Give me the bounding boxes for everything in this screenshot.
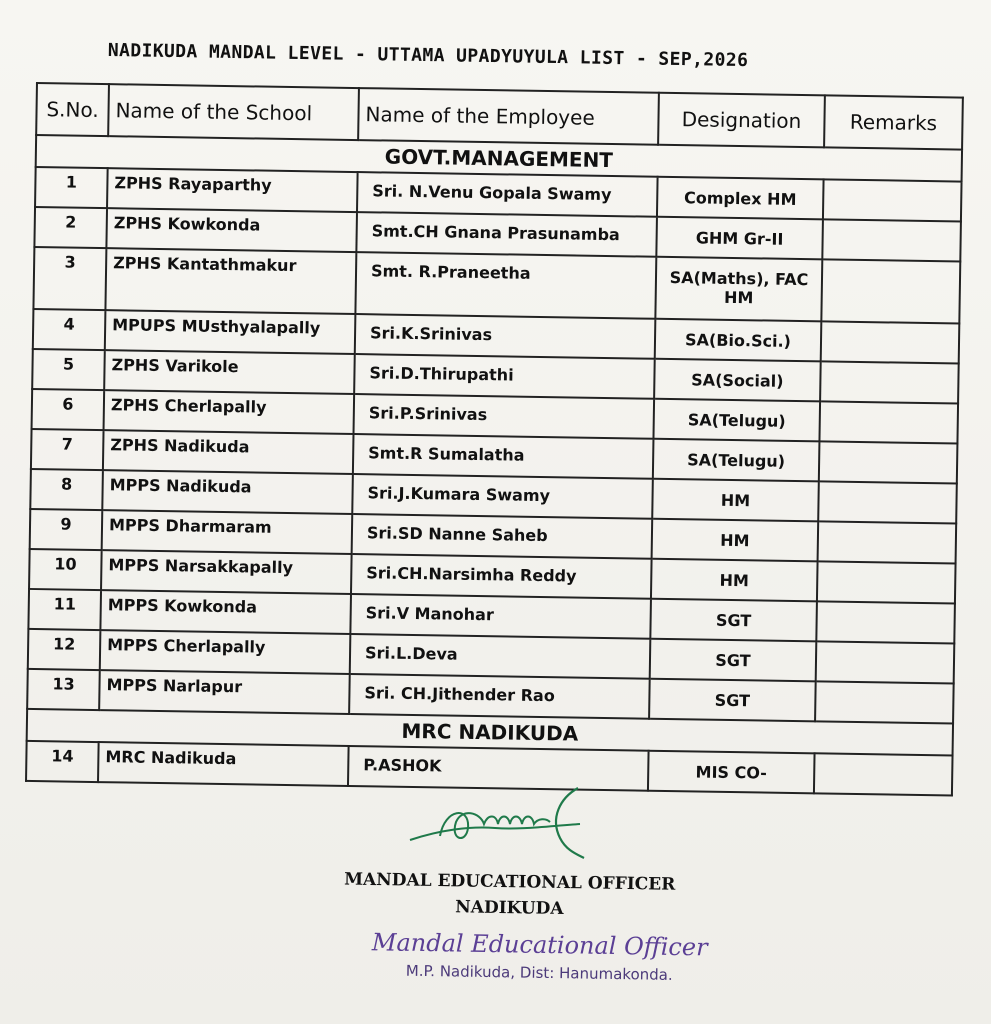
- cell-designation: SA(Telugu): [653, 439, 820, 482]
- cell-employee: Sri. N.Venu Gopala Swamy: [357, 172, 658, 217]
- cell-sno: 14: [26, 741, 99, 782]
- officer-title-block: [309, 866, 710, 924]
- cell-employee: Sri.D.Thirupathi: [354, 354, 655, 399]
- cell-school: ZPHS Nadikuda: [103, 430, 354, 474]
- cell-designation: GHM Gr-II: [656, 217, 823, 260]
- cell-employee: Smt. R.Praneetha: [355, 252, 656, 319]
- col-header-sno: S.No.: [36, 83, 109, 136]
- cell-school: MRC Nadikuda: [98, 742, 349, 786]
- cell-employee: Sri.CH.Narsimha Reddy: [351, 554, 652, 599]
- cell-sno: 5: [32, 349, 105, 390]
- cell-remarks: [821, 321, 960, 363]
- cell-remarks: [817, 561, 956, 603]
- cell-remarks: [815, 681, 954, 723]
- cell-remarks: [819, 441, 958, 483]
- cell-sno: 8: [30, 469, 103, 510]
- cell-school: ZPHS Kowkonda: [106, 208, 357, 252]
- cell-designation: HM: [652, 479, 819, 522]
- cell-sno: 6: [32, 389, 105, 430]
- cell-sno: 3: [33, 247, 106, 310]
- cell-school: MPPS Narlapur: [99, 670, 350, 714]
- cell-sno: 1: [35, 167, 108, 208]
- cell-remarks: [818, 521, 957, 563]
- cell-sno: 10: [29, 549, 102, 590]
- cell-designation: Complex HM: [657, 177, 824, 220]
- section-heading: MRC NADIKUDA: [27, 709, 953, 756]
- col-header-school: Name of the School: [108, 84, 359, 140]
- stamp-title: Mandal Educational Officer: [371, 928, 708, 962]
- cell-designation: SGT: [650, 639, 817, 682]
- cell-designation: SA(Bio.Sci.): [655, 319, 822, 362]
- cell-remarks: [821, 259, 960, 323]
- signature-mark: [400, 778, 600, 868]
- cell-school: ZPHS Rayaparthy: [107, 168, 358, 212]
- cell-designation: HM: [652, 519, 819, 562]
- cell-school: ZPHS Cherlapally: [104, 390, 355, 434]
- cell-school: MPPS Kowkonda: [100, 590, 351, 634]
- cell-designation: MIS CO-: [648, 751, 815, 794]
- cell-remarks: [816, 641, 955, 683]
- cell-employee: P.ASHOK: [348, 746, 649, 791]
- cell-sno: 12: [28, 629, 101, 670]
- cell-school: MPPS Cherlapally: [100, 630, 351, 674]
- cell-sno: 11: [28, 589, 101, 630]
- cell-employee: Sri.K.Srinivas: [355, 314, 656, 359]
- employee-table: [25, 82, 964, 796]
- cell-sno: 7: [31, 429, 104, 470]
- cell-school: ZPHS Kantathmakur: [105, 248, 356, 314]
- officer-title: MANDAL EDUCATIONAL OFFICER: [344, 869, 676, 895]
- cell-school: MPPS Nadikuda: [102, 470, 353, 514]
- cell-designation: HM: [651, 559, 818, 602]
- cell-employee: Sri.SD Nanne Saheb: [352, 514, 653, 559]
- cell-sno: 13: [27, 669, 100, 710]
- cell-remarks: [818, 481, 957, 523]
- cell-remarks: [816, 601, 955, 643]
- section-heading: GOVT.MANAGEMENT: [36, 135, 962, 182]
- cell-school: ZPHS Varikole: [104, 350, 355, 394]
- cell-employee: Sri.V Manohar: [350, 594, 651, 639]
- cell-designation: SA(Telugu): [653, 399, 820, 442]
- cell-employee: Smt.CH Gnana Prasunamba: [356, 212, 657, 257]
- cell-employee: Sri. CH.Jithender Rao: [349, 674, 650, 719]
- col-header-remarks: Remarks: [824, 95, 963, 149]
- office-stamp: [359, 925, 720, 987]
- col-header-employee: Name of the Employee: [358, 88, 659, 145]
- employee-table-container: [25, 82, 962, 796]
- officer-location: NADIKUDA: [455, 897, 564, 919]
- cell-remarks: [820, 361, 959, 403]
- col-header-designation: Designation: [658, 93, 825, 148]
- cell-school: MPPS Dharmaram: [102, 510, 353, 554]
- cell-employee: Sri.L.Deva: [350, 634, 651, 679]
- cell-school: MPUPS MUsthyalapally: [105, 310, 356, 354]
- cell-designation: SA(Maths), FAC HM: [655, 257, 822, 322]
- document-title: NADIKUDA MANDAL LEVEL - UTTAMA UPADYUYULA LIST - SEP,2026: [107, 40, 749, 72]
- cell-designation: SGT: [649, 679, 816, 722]
- stamp-address: M.P. Nadikuda, Dist: Hanumakonda.: [405, 961, 673, 984]
- cell-remarks: [822, 219, 961, 261]
- cell-sno: 9: [30, 509, 103, 550]
- cell-remarks: [819, 401, 958, 443]
- cell-designation: SA(Social): [654, 359, 821, 402]
- cell-sno: 4: [33, 309, 106, 350]
- cell-designation: SGT: [650, 599, 817, 642]
- cell-employee: Sri.J.Kumara Swamy: [352, 474, 653, 519]
- cell-sno: 2: [34, 207, 107, 248]
- cell-employee: Smt.R Sumalatha: [353, 434, 654, 479]
- cell-employee: Sri.P.Srinivas: [354, 394, 655, 439]
- cell-remarks: [823, 179, 962, 221]
- cell-school: MPPS Narsakkapally: [101, 550, 352, 594]
- cell-remarks: [814, 753, 953, 795]
